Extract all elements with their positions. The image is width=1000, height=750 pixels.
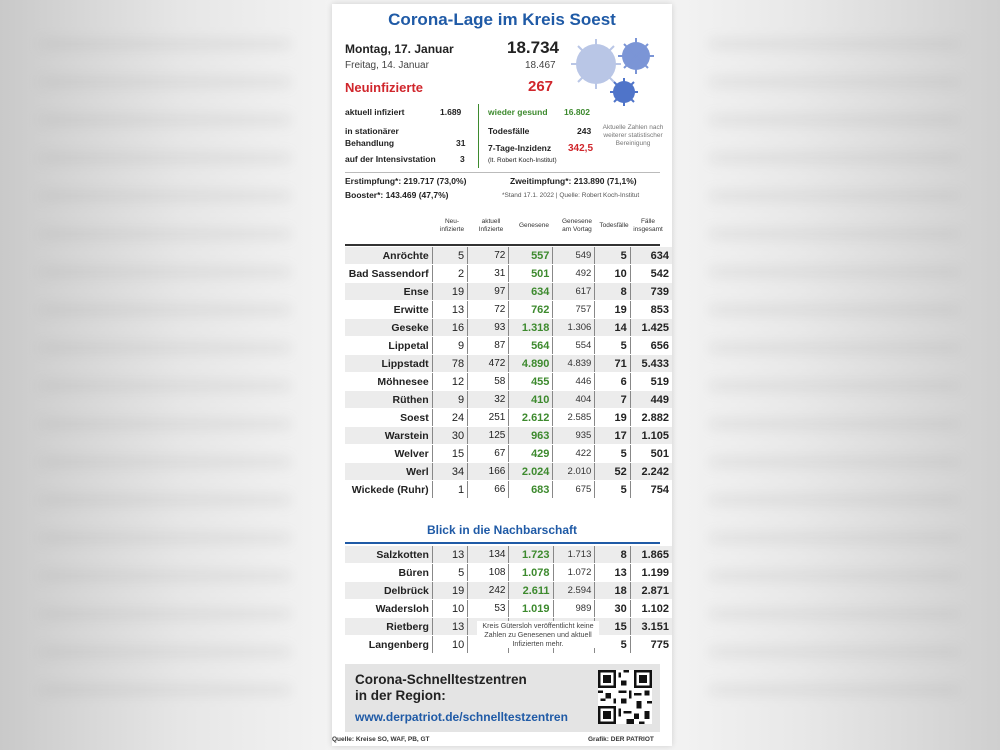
cell-n: 5	[432, 247, 467, 265]
table-top-rule	[345, 244, 660, 246]
date-previous: Freitag, 14. Januar	[345, 60, 429, 71]
cell-s: 5.433	[630, 355, 672, 373]
table-row	[345, 409, 672, 427]
cell-v: 4.839	[553, 355, 595, 373]
first-vaccination: Erstimpfung*: 219.717 (73,0%)	[345, 176, 467, 186]
row-name: Rüthen	[345, 391, 432, 409]
cell-s: 501	[630, 445, 672, 463]
cell-g: 455	[509, 373, 553, 391]
col-total: Fälle insgesamt	[633, 218, 663, 233]
cell-s: 2.242	[630, 463, 672, 481]
cell-g: 634	[509, 283, 553, 301]
cell-s: 739	[630, 283, 672, 301]
row-name: Soest	[345, 409, 432, 427]
cell-s: 3.151	[630, 618, 672, 636]
infected-label: aktuell infiziert	[345, 107, 405, 117]
table-row	[345, 600, 672, 618]
cell-n: 34	[432, 463, 467, 481]
cell-d: 5	[595, 481, 630, 499]
cell-s: 1.105	[630, 427, 672, 445]
new-infections-label: Neuinfizierte	[345, 80, 424, 95]
row-name: Erwitte	[345, 301, 432, 319]
hosp-label-2: Behandlung	[345, 138, 395, 148]
value-previous: 18.467	[525, 60, 556, 71]
row-name: Anröchte	[345, 247, 432, 265]
cell-s: 775	[630, 636, 672, 654]
cell-n: 9	[432, 391, 467, 409]
row-name: Wickede (Ruhr)	[345, 481, 432, 499]
icu-value: 3	[460, 154, 465, 164]
cell-s: 2.882	[630, 409, 672, 427]
cell-n: 78	[432, 355, 467, 373]
row-name: Werl	[345, 463, 432, 481]
infected-value: 1.689	[440, 107, 462, 117]
col-deaths: Todesfälle	[599, 222, 629, 229]
infographic-card	[332, 4, 672, 746]
cell-n: 12	[432, 373, 467, 391]
table-row	[345, 481, 672, 499]
cell-a: 134	[468, 546, 509, 564]
cell-d: 5	[595, 445, 630, 463]
cell-a: 97	[468, 283, 509, 301]
cell-a: 31	[468, 265, 509, 283]
row-name: Delbrück	[345, 582, 432, 600]
cell-g: 557	[509, 247, 553, 265]
cell-d: 13	[595, 564, 630, 582]
cell-g: 4.890	[509, 355, 553, 373]
cell-d: 19	[595, 409, 630, 427]
cell-n: 9	[432, 337, 467, 355]
table-row	[345, 247, 672, 265]
neighbors-rule	[345, 542, 660, 544]
cell-n: 10	[432, 600, 467, 618]
cell-a: 87	[468, 337, 509, 355]
cell-d: 18	[595, 582, 630, 600]
cell-d: 30	[595, 600, 630, 618]
guetersloh-note: Kreis Gütersloh veröffentlicht keine Zahlen zu Genesenen und aktuell Infizierten mehr.	[477, 621, 599, 648]
blurred-background-right	[710, 40, 960, 700]
cell-d: 19	[595, 301, 630, 319]
cell-v: 422	[553, 445, 595, 463]
table-row	[345, 582, 672, 600]
row-name: Bad Sassendorf	[345, 265, 432, 283]
cell-d: 52	[595, 463, 630, 481]
table-row	[345, 355, 672, 373]
cell-n: 10	[432, 636, 467, 654]
cell-s: 1.425	[630, 319, 672, 337]
date-current: Montag, 17. Januar	[345, 42, 454, 56]
cell-a: 251	[468, 409, 509, 427]
table-row	[345, 445, 672, 463]
stats-note: Aktuelle Zahlen nach weiterer statistischer Bereinigung	[602, 124, 664, 147]
cell-a: 53	[468, 600, 509, 618]
row-name: Salzkotten	[345, 546, 432, 564]
cell-v: 404	[553, 391, 595, 409]
second-vaccination: Zweitimpfung*: 213.890 (71,1%)	[510, 176, 637, 186]
deaths-label: Todesfälle	[488, 126, 530, 136]
cell-s: 1.102	[630, 600, 672, 618]
cell-n: 13	[432, 301, 467, 319]
cell-g: 1.019	[509, 600, 553, 618]
cell-v: 1.072	[553, 564, 595, 582]
row-name: Welver	[345, 445, 432, 463]
cell-d: 5	[595, 247, 630, 265]
cell-s: 634	[630, 247, 672, 265]
incidence-label: 7-Tage-Inzidenz	[488, 143, 552, 153]
row-name: Ense	[345, 283, 432, 301]
cell-v: 935	[553, 427, 595, 445]
table-row	[345, 319, 672, 337]
col-recovered: Genesene	[519, 222, 549, 229]
cell-g: 2.024	[509, 463, 553, 481]
qr-code-icon[interactable]	[598, 670, 652, 724]
cell-s: 1.865	[630, 546, 672, 564]
row-name: Warstein	[345, 427, 432, 445]
cell-v: 1.306	[553, 319, 595, 337]
row-name: Langenberg	[345, 636, 432, 654]
stats-divider	[478, 104, 479, 168]
cell-a: 93	[468, 319, 509, 337]
recovered-label: wieder gesund	[488, 107, 548, 117]
cell-v: 492	[553, 265, 595, 283]
hosp-value: 31	[456, 138, 466, 148]
cell-g: 410	[509, 391, 553, 409]
cell-v: 1.713	[553, 546, 595, 564]
incidence-value: 342,5	[568, 143, 594, 154]
cell-g: 1.078	[509, 564, 553, 582]
cell-v: 2.594	[553, 582, 595, 600]
cell-v: 989	[553, 600, 595, 618]
cell-n: 13	[432, 546, 467, 564]
incidence-source: (lt. Robert Koch-Institut)	[488, 157, 557, 164]
cell-s: 853	[630, 301, 672, 319]
cell-g: 683	[509, 481, 553, 499]
cell-v: 675	[553, 481, 595, 499]
cell-a: 125	[468, 427, 509, 445]
cell-v: 757	[553, 301, 595, 319]
cell-s: 519	[630, 373, 672, 391]
table-row	[345, 265, 672, 283]
hosp-label-1: in stationärer	[345, 126, 399, 136]
testcenter-promo	[345, 664, 660, 732]
cell-s: 542	[630, 265, 672, 283]
cell-a: 66	[468, 481, 509, 499]
cell-d: 71	[595, 355, 630, 373]
cell-s: 2.871	[630, 582, 672, 600]
cell-d: 5	[595, 337, 630, 355]
cell-n: 15	[432, 445, 467, 463]
cell-v: 2.585	[553, 409, 595, 427]
recovered-value: 16.802	[564, 107, 590, 117]
table-row	[345, 564, 672, 582]
cell-g: 429	[509, 445, 553, 463]
booster-vaccination: Booster*: 143.469 (47,7%)	[345, 190, 449, 200]
cell-g: 1.318	[509, 319, 553, 337]
cell-s: 449	[630, 391, 672, 409]
new-infections-value: 267	[528, 78, 554, 95]
table-row	[345, 546, 672, 564]
page-title: Corona-Lage im Kreis Soest	[388, 10, 616, 29]
table-row	[345, 283, 672, 301]
table-row	[345, 463, 672, 481]
cell-d: 10	[595, 265, 630, 283]
cell-n: 19	[432, 283, 467, 301]
cell-a: 67	[468, 445, 509, 463]
district-table	[345, 247, 672, 499]
cell-v: 2.010	[553, 463, 595, 481]
row-name: Rietberg	[345, 618, 432, 636]
neighbors-title: Blick in die Nachbarschaft	[426, 523, 578, 537]
table-row	[345, 373, 672, 391]
cell-g: 762	[509, 301, 553, 319]
deaths-value: 243	[577, 126, 592, 136]
promo-link[interactable]: www.derpatriot.de/schnelltestzentren	[355, 710, 568, 724]
cell-s: 754	[630, 481, 672, 499]
col-recovered-prev: Genesene am Vortag	[562, 218, 592, 233]
cell-a: 242	[468, 582, 509, 600]
divider	[345, 172, 660, 173]
cell-d: 17	[595, 427, 630, 445]
table-row	[345, 301, 672, 319]
cell-v: 446	[553, 373, 595, 391]
footer-source: Quelle: Kreise SO, WAF, PB, GT	[332, 736, 430, 743]
row-name: Geseke	[345, 319, 432, 337]
col-active: aktuell Infizierte	[478, 218, 504, 233]
cell-g: 1.723	[509, 546, 553, 564]
row-name: Möhnesee	[345, 373, 432, 391]
virus-icon	[564, 34, 654, 109]
cell-s: 1.199	[630, 564, 672, 582]
promo-line-2: in der Region:	[355, 688, 446, 703]
blurred-background-left	[40, 40, 290, 700]
cell-d: 7	[595, 391, 630, 409]
cell-d: 6	[595, 373, 630, 391]
cell-g: 2.612	[509, 409, 553, 427]
cell-a: 72	[468, 247, 509, 265]
cell-n: 24	[432, 409, 467, 427]
icu-label: auf der Intensivstation	[345, 154, 436, 164]
cell-d: 8	[595, 283, 630, 301]
cell-a: 166	[468, 463, 509, 481]
cell-v: 549	[553, 247, 595, 265]
cell-g: 963	[509, 427, 553, 445]
cell-n: 30	[432, 427, 467, 445]
cell-a: 32	[468, 391, 509, 409]
cell-v: 617	[553, 283, 595, 301]
row-name: Wadersloh	[345, 600, 432, 618]
cell-d: 15	[595, 618, 630, 636]
cell-a: 108	[468, 564, 509, 582]
col-new: Neu- infizierte	[439, 218, 465, 233]
row-name: Lippetal	[345, 337, 432, 355]
cell-a: 72	[468, 301, 509, 319]
cell-g: 564	[509, 337, 553, 355]
vaccination-source: *Stand 17.1. 2022 | Quelle: Robert Koch-Institut	[502, 192, 640, 199]
cell-s: 656	[630, 337, 672, 355]
footer-credit: Grafik: DER PATRIOT	[588, 736, 654, 743]
cell-a: 472	[468, 355, 509, 373]
table-row	[345, 391, 672, 409]
cell-n: 13	[432, 618, 467, 636]
row-name: Lippstadt	[345, 355, 432, 373]
table-row	[345, 427, 672, 445]
cell-g: 2.611	[509, 582, 553, 600]
promo-line-1: Corona-Schnelltestzentren	[355, 672, 527, 687]
cell-d: 5	[595, 636, 630, 654]
cell-n: 16	[432, 319, 467, 337]
cell-v: 554	[553, 337, 595, 355]
table-row	[345, 337, 672, 355]
row-name: Büren	[345, 564, 432, 582]
cell-g: 501	[509, 265, 553, 283]
cell-d: 8	[595, 546, 630, 564]
value-current: 18.734	[507, 38, 559, 57]
cell-n: 19	[432, 582, 467, 600]
cell-n: 2	[432, 265, 467, 283]
cell-a: 58	[468, 373, 509, 391]
cell-d: 14	[595, 319, 630, 337]
cell-n: 1	[432, 481, 467, 499]
cell-n: 5	[432, 564, 467, 582]
